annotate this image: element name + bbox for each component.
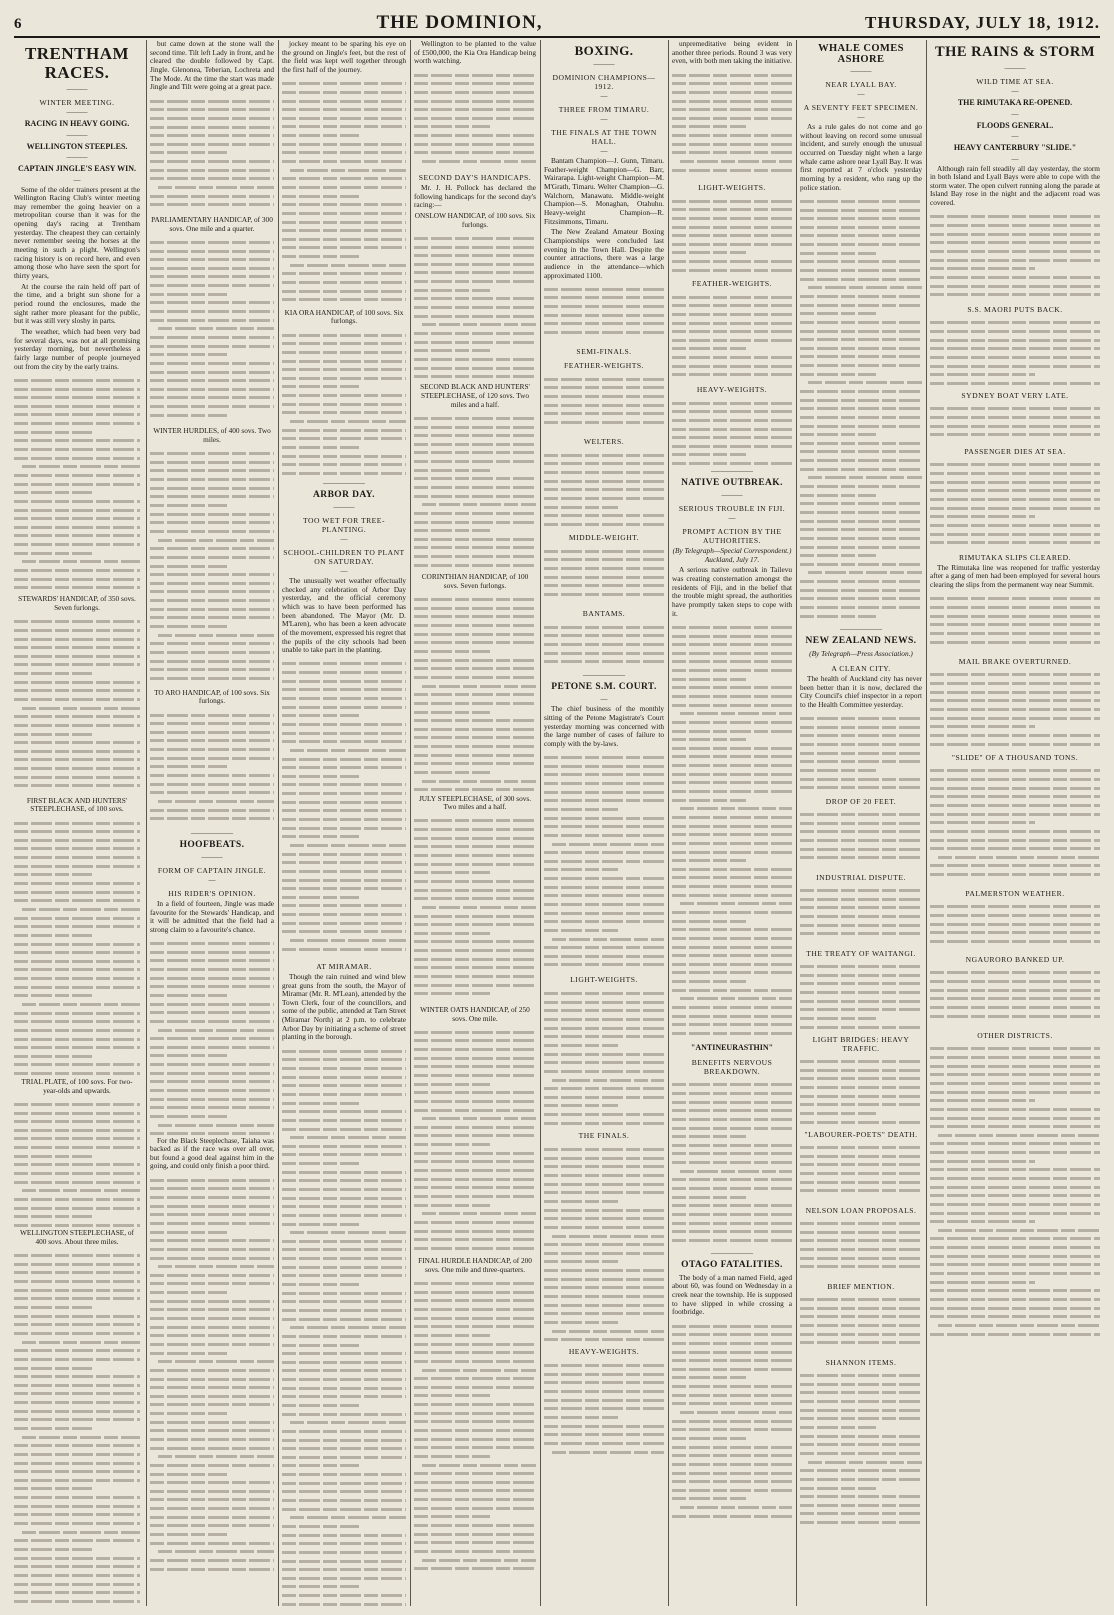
race-results-block xyxy=(150,447,274,687)
news-item-heading: NGAURORO BANKED UP. xyxy=(965,954,1065,964)
race-results-block xyxy=(14,816,140,1076)
masthead xyxy=(14,12,1100,38)
heading-new-zealand-news: NEW ZEALAND NEWS. xyxy=(805,636,917,647)
race-title: WINTER OATS HANDICAP, of 250 sovs. One mile. xyxy=(420,1004,530,1023)
handicap-list xyxy=(414,411,536,571)
column-7 xyxy=(800,40,922,1606)
subhead-light-weights: LIGHT-WEIGHTS. xyxy=(698,182,766,192)
news-item-heading: BRIEF MENTION. xyxy=(827,1281,895,1291)
column-rule xyxy=(668,40,669,1606)
divider: ——— xyxy=(593,60,615,68)
article-paragraph: The New Zealand Amateur Boxing Championships were concluded last evening in the Town Hall. Despite the counter attractions, there was a large audience in the attendance—which approximated 1100. xyxy=(544,227,664,280)
body-text-block xyxy=(544,986,664,1126)
divider: ——— xyxy=(721,490,743,499)
heading-hoofbeats: HOOFBEATS. xyxy=(179,839,245,850)
subhead-heavy-weights: HEAVY-WEIGHTS. xyxy=(696,384,768,394)
body-text-block xyxy=(544,620,664,670)
handicap-list xyxy=(414,1276,536,1576)
body-text-block xyxy=(672,68,792,178)
issue-date: THURSDAY, JULY 18, 1912. xyxy=(865,13,1100,32)
article-paragraph: The chief business of the monthly sitting of the Petone Magistrate's Court yesterday morning was concerned with the large number of cases of failure to comply with the by-laws. xyxy=(544,704,664,748)
race-title: TRIAL PLATE, of 100 sovs. For two-year-olds and upwards. xyxy=(21,1076,133,1095)
heading-native-outbreak: NATIVE OUTBREAK. xyxy=(681,477,783,488)
body-text-block xyxy=(14,373,140,593)
article-paragraph: The health of Auckland city has never been better than it is now, declared the City Council's chief inspector in a report to the Health Committee yesterday. xyxy=(800,673,922,709)
article-paragraph: The Rimutaka line was reopened for traffic yesterday after a gang of men had been employed for several hours clearing the slips from the permanent way near Summit. xyxy=(930,562,1100,590)
body-text-block xyxy=(672,620,792,1040)
race-results-block xyxy=(150,235,274,425)
race-title: KIA ORA HANDICAP, of 100 sovs. Six furlongs. xyxy=(284,307,404,326)
news-item-heading: THE TREATY OF WAITANGI. xyxy=(806,948,916,958)
article-paragraph: unpremeditative being evident in another three periods. Round 3 was very even, with both men taking the initiative. xyxy=(672,40,792,66)
news-item-heading: PASSENGER DIES AT SEA. xyxy=(964,446,1066,456)
subhead-heavy-weights: HEAVY-WEIGHTS. xyxy=(568,1347,640,1357)
deck-captain-jingle: CAPTAIN JINGLE'S EASY WIN. xyxy=(17,164,137,173)
race-title: SECOND BLACK AND HUNTERS' STEEPLECHASE, of 120 sovs. Two miles and a half. xyxy=(420,382,530,409)
body-text-block xyxy=(544,282,664,342)
column-rule xyxy=(796,40,797,1606)
deck-floods-general: FLOODS GENERAL. xyxy=(976,120,1054,130)
body-text-block xyxy=(544,1358,664,1458)
body-text-block xyxy=(930,966,1100,1026)
subhead-second-day-handicaps: SECOND DAY'S HANDICAPS. xyxy=(418,172,532,182)
race-title: WINTER HURDLES, of 400 sovs. Two miles. xyxy=(153,426,271,444)
subhead-at-miramar: AT MIRAMAR. xyxy=(316,961,372,971)
body-text-block xyxy=(544,372,664,432)
heading-petone-court: PETONE S.M. COURT. xyxy=(551,682,657,693)
body-text-block xyxy=(800,1369,922,1529)
deck-three-from-timaru: THREE FROM TIMARU. xyxy=(558,105,650,114)
subhead-semi-finals: SEMI-FINALS. xyxy=(576,347,632,357)
deck-wellington-steeples: WELLINGTON STEEPLES. xyxy=(26,141,128,151)
column-6 xyxy=(672,40,792,1606)
deck-too-wet: TOO WET FOR TREE-PLANTING. xyxy=(303,515,385,534)
column-rule xyxy=(926,40,927,1606)
divider: —————— xyxy=(191,828,233,837)
race-title: TO ARO HANDICAP, of 100 sovs. Six furlongs. xyxy=(154,687,270,706)
column-4 xyxy=(414,40,536,1606)
body-text-block xyxy=(414,68,536,168)
deck-school-children: SCHOOL-CHILDREN TO PLANT ON SATURDAY. xyxy=(283,547,405,566)
divider: —————— xyxy=(323,478,365,487)
article-paragraph: The unusually wet weather effectually checked any celebration of Arbor Day yesterday, and the official ceremony which was to have been performed has been abandoned. The Mayor (Mr. D. M'Laren), who has been a keen advocate of the movement, expressed his regret that the pupils of the city schools had been unable to take part in the planting. xyxy=(282,575,406,655)
body-text-block xyxy=(930,900,1100,950)
article-paragraph: The body of a man named Field, aged about 60, was found on Wednesday in a creek near the township. He is supposed to have slipped in while crossing a footbridge. xyxy=(672,1272,792,1317)
news-item-heading: MAIL BRAKE OVERTURNED. xyxy=(958,656,1072,666)
divider: — xyxy=(857,90,865,98)
race-results-block xyxy=(150,708,274,828)
body-text-block xyxy=(800,960,922,1030)
race-title: FINAL HURDLE HANDICAP, of 200 sovs. One mile and three-quarters. xyxy=(418,1256,532,1274)
divider: ——— xyxy=(66,153,88,161)
deck-finals-town-hall: THE FINALS AT THE TOWN HALL. xyxy=(551,128,657,146)
body-text-block xyxy=(544,750,664,970)
divider: ——— xyxy=(66,130,88,139)
divider: —————— xyxy=(711,1248,753,1257)
body-text-block xyxy=(672,194,792,274)
page-number: 6 xyxy=(14,16,22,32)
column-5 xyxy=(544,40,664,1606)
article-paragraph: Mr. J. H. Pollock has declared the following handicaps for the second day's racing:— xyxy=(414,182,536,210)
heading-arbor-day: ARBOR DAY. xyxy=(313,489,375,500)
headline-rains-storm: THE RAINS & STORM xyxy=(934,44,1096,60)
body-text-block xyxy=(800,1293,922,1353)
body-text-block xyxy=(800,194,922,624)
body-text-block xyxy=(930,402,1100,442)
body-text-block xyxy=(282,77,406,307)
news-item-heading: "LABOURER-POETS" DEATH. xyxy=(804,1129,918,1139)
article-paragraph: jockey meant to be sparing his eye on the ground on Jingle's feet, but the rest of the field was kept well together through the first half of the journey. xyxy=(282,40,406,74)
deck-seventy-feet: A SEVENTY FEET SPECIMEN. xyxy=(803,103,919,112)
body-text-block xyxy=(930,210,1100,300)
divider: —————— xyxy=(840,625,882,634)
divider: ——— xyxy=(1004,64,1026,72)
column-1 xyxy=(14,40,140,1606)
body-text-block xyxy=(672,1319,792,1519)
divider: ——— xyxy=(201,852,223,861)
news-item-heading: SYDNEY BOAT VERY LATE. xyxy=(961,390,1069,400)
subhead-winter-meeting: WINTER MEETING. xyxy=(39,98,115,107)
column-rule xyxy=(146,40,147,1606)
divider: —————— xyxy=(711,466,753,475)
race-title: CORINTHIAN HANDICAP, of 100 sovs. Seven furlongs. xyxy=(421,572,529,590)
body-text-block xyxy=(800,1141,922,1201)
article-paragraph: For the Black Steeplechase, Taiaha was backed as if the race was over all over, but found a good deal against him in the going, and could only finish a poor third. xyxy=(150,1135,274,1171)
body-text-block xyxy=(544,448,664,528)
body-text-block xyxy=(930,764,1100,884)
news-item-heading: RIMUTAKA SLIPS CLEARED. xyxy=(959,552,1071,562)
deck-wild-time-sea: WILD TIME AT SEA. xyxy=(976,77,1054,86)
race-title: WELLINGTON STEEPLECHASE, of 400 sovs. About three miles. xyxy=(20,1228,134,1246)
deck-prompt-action: PROMPT ACTION BY THE AUTHORITIES. xyxy=(682,526,782,545)
body-text-block xyxy=(150,94,274,214)
divider: ——— xyxy=(66,108,88,116)
divider: —————— xyxy=(583,671,625,680)
heading-otago-fatalities: OTAGO FATALITIES. xyxy=(681,1259,783,1270)
divider: — xyxy=(600,92,608,100)
column-rule xyxy=(278,40,279,1606)
article-paragraph: Wellington to be planted to the value of £500,000, the Kia Ora Handicap being worth watching. xyxy=(414,40,536,66)
advertisement-text-block xyxy=(672,1078,792,1248)
race-results-block xyxy=(14,1097,140,1227)
body-text-block xyxy=(150,937,274,1137)
news-item-heading: LIGHT BRIDGES: HEAVY TRAFFIC. xyxy=(812,1034,910,1053)
paper-name: THE DOMINION, xyxy=(376,12,543,33)
article-paragraph: The weather, which had been very bad for several days, was not at all promising yesterday morning, but nevertheless a fairly large number of people journeyed out from the city by the early trains. xyxy=(14,327,140,371)
race-results-block xyxy=(14,1249,140,1606)
news-item-heading: A CLEAN CITY. xyxy=(831,663,891,673)
subhead-rider-opinion: HIS RIDER'S OPINION. xyxy=(168,888,256,898)
handicap-list xyxy=(414,231,536,381)
race-title: JULY STEEPLECHASE, of 300 sovs. Two miles and a half. xyxy=(418,793,532,812)
divider: — xyxy=(1011,154,1019,163)
news-item-heading: "SLIDE" OF A THOUSAND TONS. xyxy=(951,752,1079,762)
body-text-block xyxy=(150,1173,274,1573)
telegraph-credit: (By Telegraph—Press Association.) xyxy=(809,649,913,659)
body-text-block xyxy=(282,657,406,957)
subhead-the-finals: THE FINALS. xyxy=(578,1131,630,1141)
body-text-block xyxy=(930,668,1100,748)
article-paragraph: As a rule gales do not come and go without leaving on record some unusual incident, and surely enough the unusual occurred on Tuesday night when a large whale came ashore near Lyall Bay. It was first reported at 7 o'clock yesterday morning by a resident, who rang up the police station. xyxy=(800,122,922,192)
body-text-block xyxy=(930,458,1100,548)
handicap-list xyxy=(414,593,536,793)
race-title: FIRST BLACK AND HUNTERS' STEEPLECHASE, of 100 sovs. xyxy=(26,795,128,814)
deck-nervous-breakdown: BENEFITS NERVOUS BREAKDOWN. xyxy=(691,1057,773,1076)
body-text-block xyxy=(800,884,922,944)
handicap-list xyxy=(414,1025,536,1255)
subhead-feather-weights: FEATHER-WEIGHTS. xyxy=(692,278,772,288)
subhead-light-weights: LIGHT-WEIGHTS. xyxy=(570,975,638,985)
body-text-block xyxy=(800,1055,922,1125)
divider: ——— xyxy=(66,85,88,93)
column-rule xyxy=(410,40,411,1606)
body-text-block xyxy=(672,396,792,466)
divider: — xyxy=(600,115,608,123)
body-text-block xyxy=(544,544,664,604)
race-title: PARLIAMENTARY HANDICAP, of 300 sovs. One mile and a quarter. xyxy=(151,214,273,233)
heading-antineurasthin: "ANTINEURASTHIN" xyxy=(690,1043,774,1053)
body-text-block xyxy=(930,592,1100,652)
heading-boxing: BOXING. xyxy=(574,43,634,58)
body-text-block xyxy=(544,1142,664,1342)
telegraph-credit: (By Telegraph—Special Correspondent.) Auckland, July 17. xyxy=(672,545,792,564)
body-text-block xyxy=(800,1217,922,1277)
divider: — xyxy=(1011,87,1019,95)
news-item-heading: PALMERSTON WEATHER. xyxy=(965,888,1065,898)
subhead-middle-weight: MIDDLE-WEIGHT. xyxy=(568,533,640,543)
deck-racing-heavy-going: RACING IN HEAVY GOING. xyxy=(24,119,130,128)
divider: — xyxy=(1011,109,1019,118)
subhead-feather-weights: FEATHER-WEIGHTS. xyxy=(564,361,644,371)
subhead-bantams: BANTAMS. xyxy=(582,609,626,619)
body-text-block xyxy=(930,316,1100,386)
subhead-form-captain-jingle: FORM OF CAPTAIN JINGLE. xyxy=(157,865,267,875)
column-3 xyxy=(282,40,406,1606)
headline-trentham-races: TRENTHAM RACES. xyxy=(24,44,130,82)
race-results-block xyxy=(282,328,406,478)
divider: — xyxy=(340,566,348,575)
news-item-heading: SHANNON ITEMS. xyxy=(825,1357,897,1367)
column-2 xyxy=(150,40,274,1606)
champions-list: Bantam Champion—J. Gunn, Timaru. Feather-weight Champion—G. Barr, Wairarapa. Light-weight Champion—M. M'Grath, Timaru. Welter Champion—G. Walchorn, Manawatu. Middle-weight Champion—S. Monaghan, Otahuhu. Heavy-weight Champion—R. Fitzsimmons, Timaru. xyxy=(544,156,664,226)
handicap-list xyxy=(414,814,536,1004)
divider: — xyxy=(208,875,216,884)
deck-near-lyall-bay: NEAR LYALL BAY. xyxy=(825,80,897,89)
article-paragraph: At the course the rain held off part of the time, and a bright sun shone for a period round the enclosures, made the sight rather more pleasant for the public, but it was still very sloshy in parts. xyxy=(14,281,140,326)
news-item-heading: DROP OF 20 FEET. xyxy=(825,796,897,806)
body-text-block xyxy=(800,808,922,868)
deck-dominion-champions: DOMINION CHAMPIONS—1912. xyxy=(552,73,656,91)
divider: — xyxy=(600,695,608,704)
divider: — xyxy=(1011,132,1019,140)
news-item-heading: NELSON LOAN PROPOSALS. xyxy=(805,1205,917,1215)
body-text-block xyxy=(672,290,792,380)
deck-canterbury-slide: HEAVY CANTERBURY "SLIDE." xyxy=(953,143,1077,152)
article-paragraph: Although rain fell steadily all day yesterday, the storm in both Island and Lyall Bays were able to cope with the storm water. The open culvert running along the parade at Island Bay rose in the night and the adjacent road was covered. xyxy=(930,163,1100,208)
news-item-heading: INDUSTRIAL DISPUTE. xyxy=(816,872,906,882)
news-item-heading: OTHER DISTRICTS. xyxy=(977,1030,1053,1040)
divider: — xyxy=(728,513,736,522)
heading-whale-ashore: WHALE COMES ASHORE xyxy=(818,43,904,65)
race-title: ONSLOW HANDICAP, of 100 sovs. Six furlongs. xyxy=(414,210,536,229)
divider: ——— xyxy=(333,502,355,511)
divider: — xyxy=(340,534,348,543)
deck-rimutaka-reopened: THE RIMUTAKA RE-OPENED. xyxy=(957,98,1073,107)
race-results-block xyxy=(14,615,140,795)
article-paragraph: In a field of fourteen, Jingle was made favourite for the Stewards' Handicap, and it will be admitted that the field had a strong claim to a favourite's chance. xyxy=(150,898,274,934)
article-paragraph: but came down at the stone wall the second time. Tilt left Lady in front, and he cleared the double followed by Capt. Jingle. Glenonea, Teberian, Lochreta and The Mode. At the time the start was made Jingle and Tilt were going at a great pace. xyxy=(150,40,274,92)
article-paragraph: A serious native outbreak in Tailevu was creating consternation amongst the residents of Fiji, and in the belief that the trouble might spread, the authorities have promptly taken steps to cope with it. xyxy=(672,565,792,618)
column-8 xyxy=(930,40,1100,1606)
race-title: STEWARDS' HANDICAP, of 350 sovs. Seven furlongs. xyxy=(18,594,136,612)
news-item-heading: S.S. MAORI PUTS BACK. xyxy=(967,304,1063,314)
deck-serious-trouble-fiji: SERIOUS TROUBLE IN FIJI. xyxy=(678,503,786,513)
column-rule xyxy=(540,40,541,1606)
article-paragraph: Though the rain ruined and wind blew great guns from the south, the Mayor of Miramar (Mr. R. M'Lean), attended by the Town Clerk, four of the councillors, and some of the public, attended at Tarn Street (Miramar North) at 2 p.m. to celebrate Arbor Day by initiating a scheme of street planting in the borough. xyxy=(282,971,406,1042)
body-text-block xyxy=(930,1042,1100,1342)
divider: — xyxy=(600,147,608,155)
body-text-block xyxy=(282,1044,406,1606)
divider: — xyxy=(857,113,865,121)
subhead-welters: WELTERS. xyxy=(583,437,625,447)
divider: ——— xyxy=(850,67,872,75)
article-paragraph: Some of the older trainers present at the Wellington Racing Club's winter meeting may remember the going heavier on a metropolitan course than it was for the opening day's racing at Trentham yesterday. The cheapest they can certainly never remember seeing the horses at the meeting in such a plight. Wellington's racing history is on record here, and even among those who have seen the sport for thirty years, xyxy=(14,184,140,281)
body-text-block xyxy=(800,712,922,792)
divider: — xyxy=(73,175,81,184)
